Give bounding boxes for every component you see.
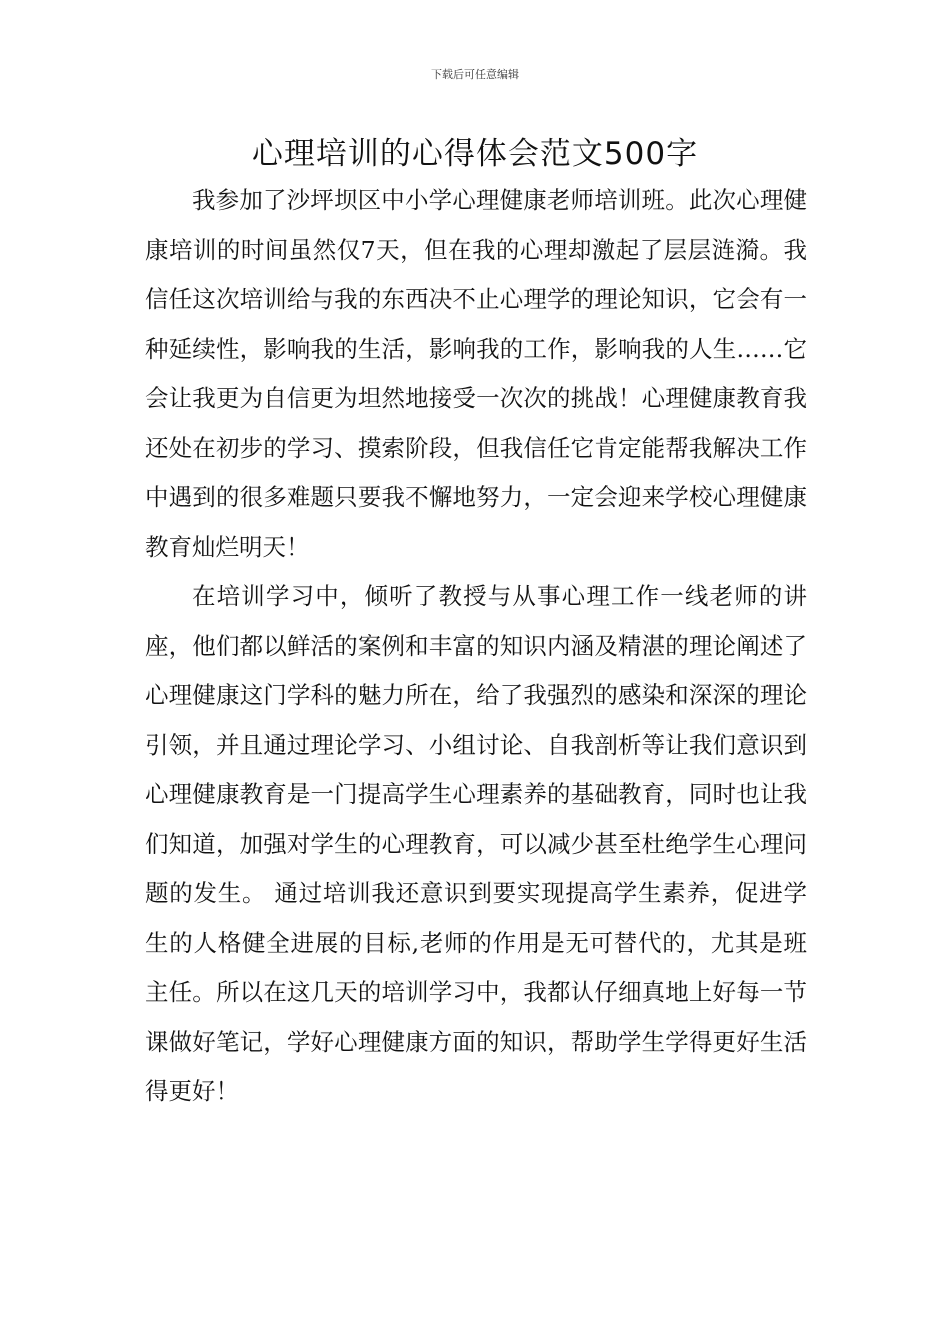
document-title: 心理培训的心得体会范文500字: [251, 136, 699, 172]
document-body: [145, 176, 807, 1117]
header-note: 下载后可任意编辑: [431, 68, 519, 81]
paragraph-1: 我参加了沙坪坝区中小学心理健康老师培训班。此次心理健康培训的时间虽然仅7天，但在我的心理却激起了层层涟漪。我信任这次培训给与我的东西决不止心理学的理论知识，它会有一种延续性，影响我的生活，影响我的工作，影响我的人生……它会让我更为自信更为坦然地接受一次次的挑战！心理健康教育我还处在初步的学习、摸索阶段，但我信任它肯定能帮我解决工作中遇到的很多难题只要我不懈地努力，一定会迎来学校心理健康教育灿烂明天！: [145, 186, 807, 561]
paragraph-2: 在培训学习中，倾听了教授与从事心理工作一线老师的讲座，他们都以鲜活的案例和丰富的知识内涵及精湛的理论阐述了心理健康这门学科的魅力所在，给了我强烈的感染和深深的理论引领，并且通过理论学习、小组讨论、自我剖析等让我们意识到心理健康教育是一门提高学生心理素养的基础教育，同时也让我们知道，加强对学生的心理教育，可以减少甚至杜绝学生心理问题的发生。 通过培训我还意识到要实现提高学生素养，促进学生的人格健全进展的目标,老师的作用是无可替代的，尤其是班主任。所以在这几天的培训学习中，我都认仔细真地上好每一节课做好笔记，学好心理健康方面的知识，帮助学生学得更好生活得更好！: [145, 582, 807, 1105]
